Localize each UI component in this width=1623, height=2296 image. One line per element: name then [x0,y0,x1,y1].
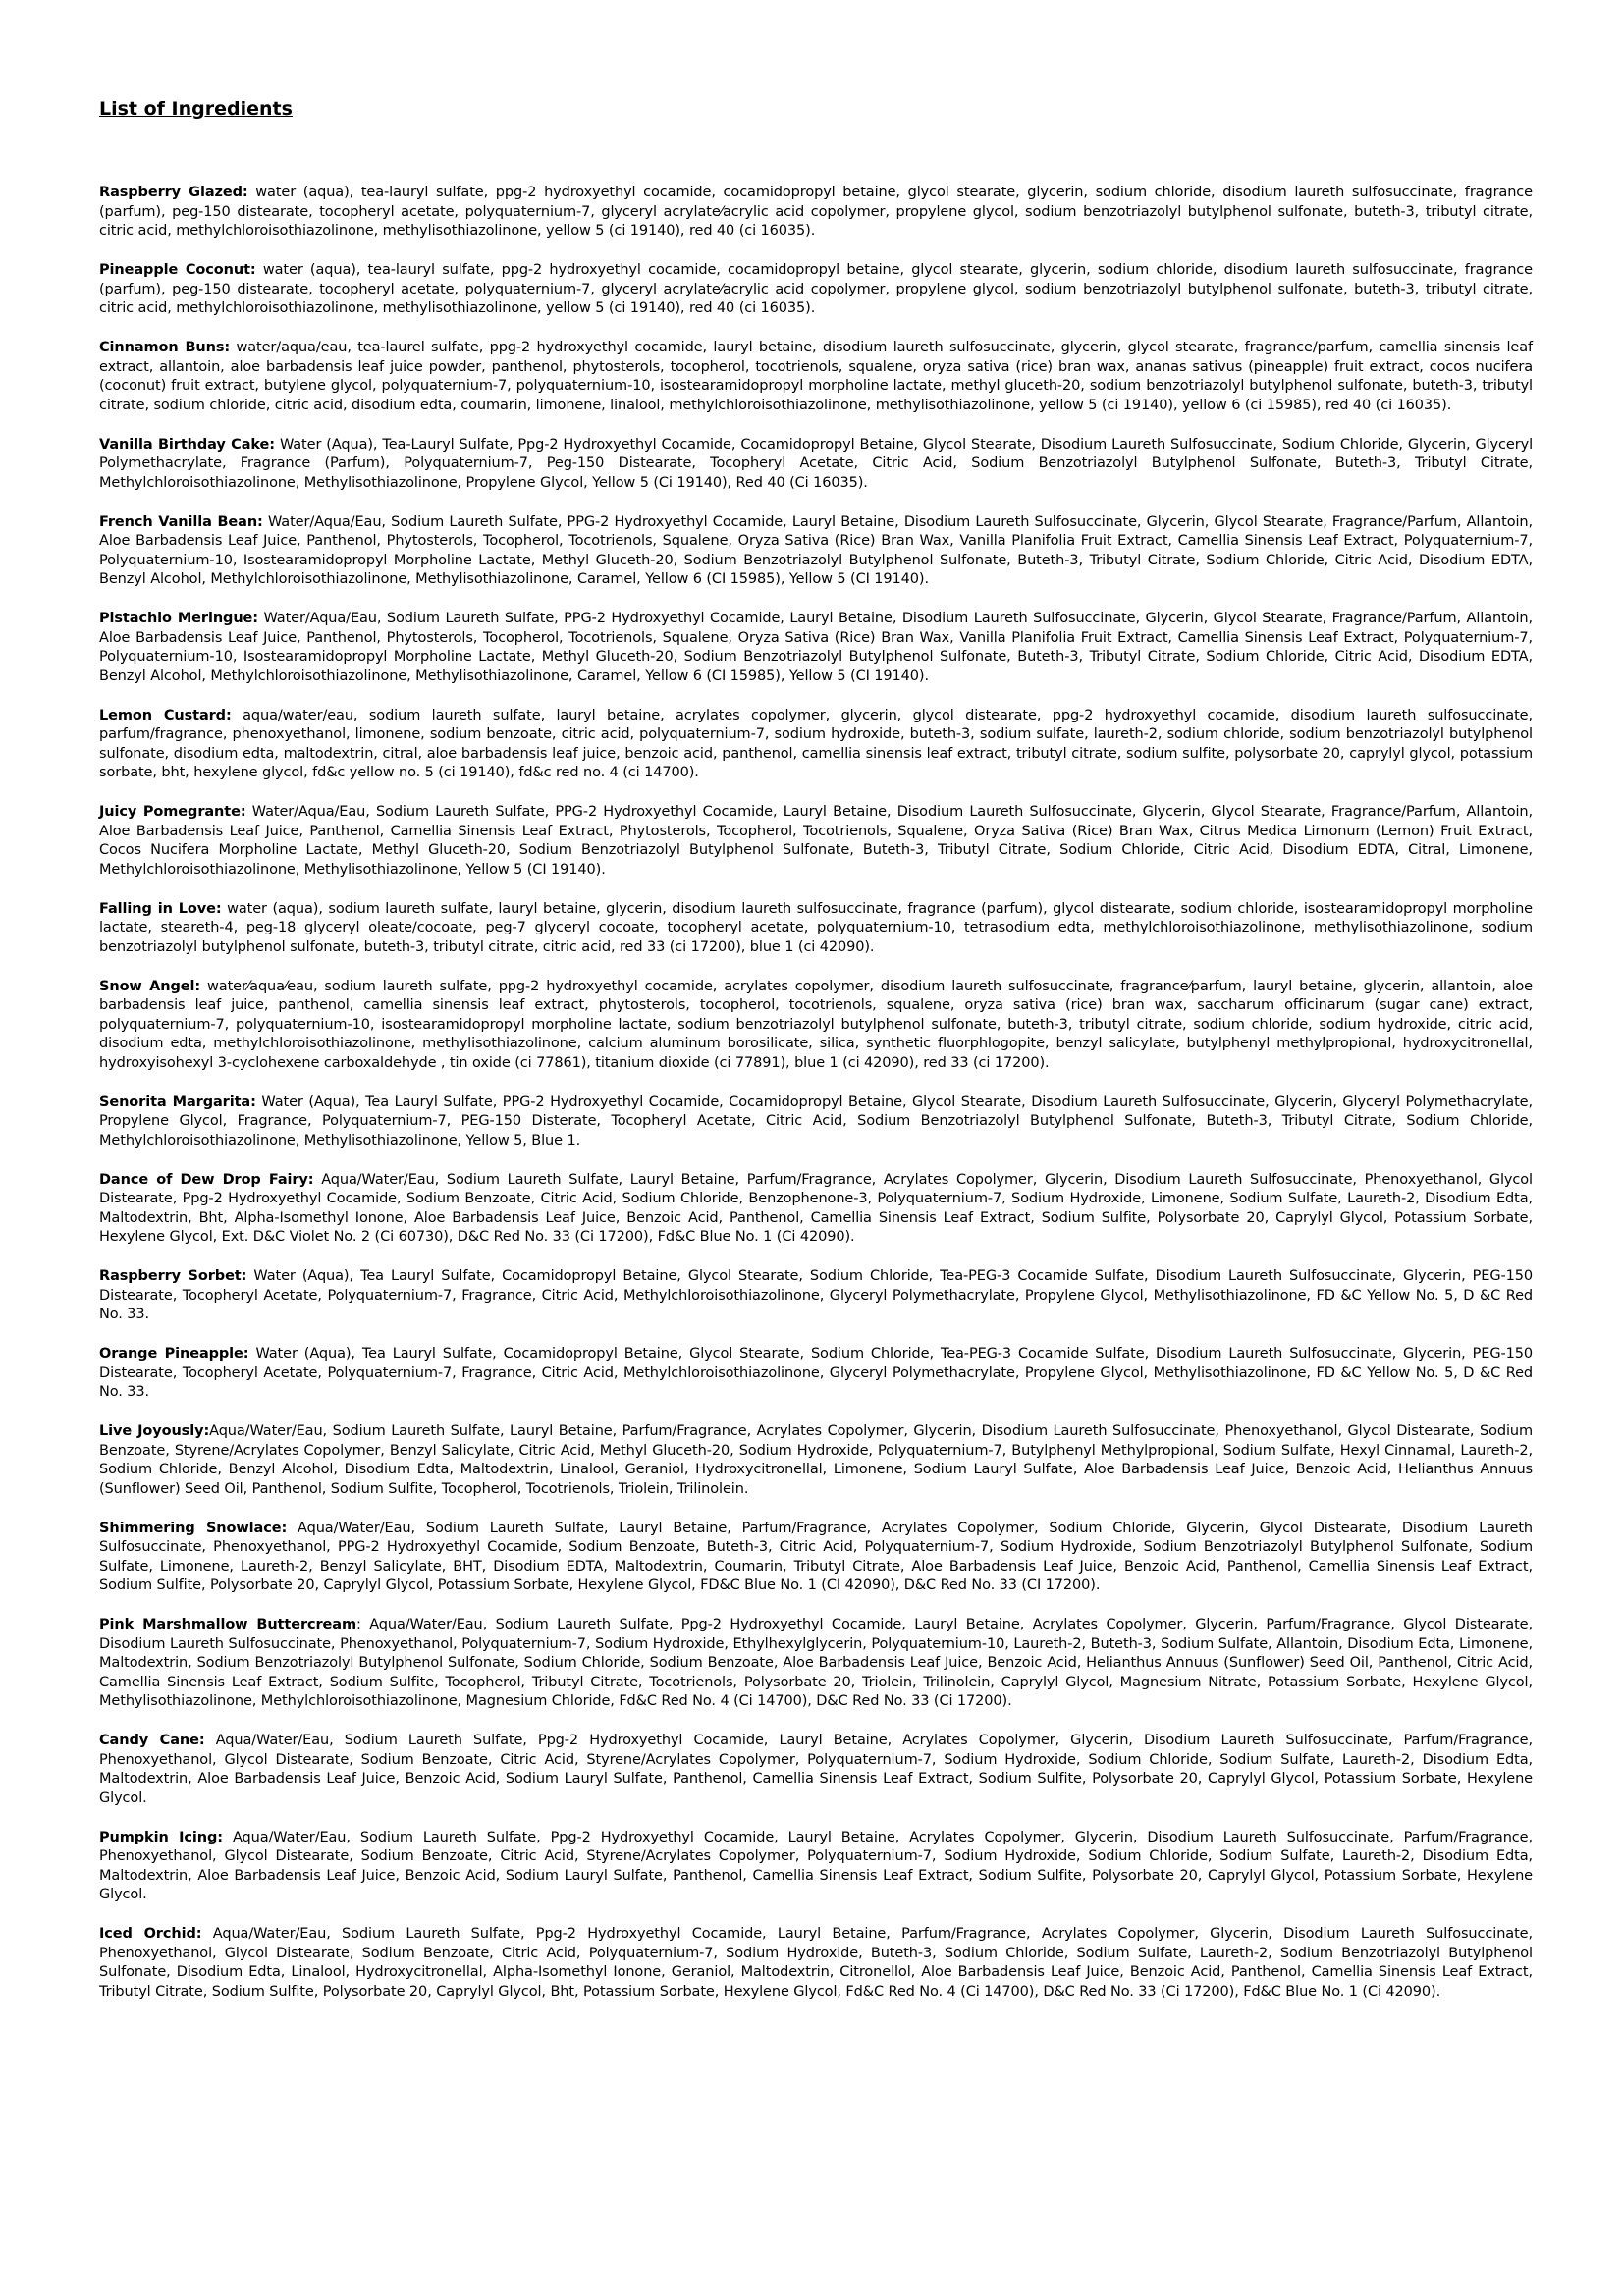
ingredient-text: water (aqua), sodium laureth sulfate, lauryl betaine, glycerin, disodium laureth sulfosuccinate, fragrance (parfum), glycol distearate, sodium chloride, isostearamidopropyl morpholine lactate, steareth-4, peg-18 glyceryl oleate/cocoate, peg-7 glyceryl cocoate, tocopheryl acetate, polyquaternium-10, tetrasodium edta, methylchloroisothiazolinone, methylisothiazolinone, sodium benzotriazolyl butylphenol sulfonate, buteth-3, tributyl citrate, citric acid, red 33 (ci 17200), blue 1 (ci 42090). [99,900,1533,955]
ingredient-text: water/aqua/eau, tea-laurel sulfate, ppg-2 hydroxyethyl cocamide, lauryl betaine, disodium laureth sulfosuccinate, glycerin, glycol stearate, fragrance/parfum, camellia sinensis leaf extract, allantoin, aloe barbadensis leaf juice powder, panthenol, phytosterols, tocopherol, tocotrienols, squalene, oryza sativa (rice) bran wax, ananas sativus (pineapple) fruit extract, cocos nucifera (coconut) fruit extract, butylene glycol, polyquaternium-7, polyquaternium-10, isostearamidopropyl morpholine lactate, methyl gluceth-20, sodium benzotriazolyl butylphenol sulfonate, buteth-3, tributyl citrate, sodium chloride, citric acid, disodium edta, coumarin, limonene, linalool, methylchloroisothiazolinone, methylisothiazolinone, yellow 5 (ci 19140), yellow 6 (ci 15985), red 40 (ci 16035). [99,340,1533,413]
product-name: Iced Orchid: [99,1926,202,1942]
ingredient-text: Water/Aqua/Eau, Sodium Laureth Sulfate, PPG-2 Hydroxyethyl Cocamide, Lauryl Betaine, Disodium Laureth Sulfosuccinate, Glycerin, Glycol Stearate, Fragrance/Parfum, Allantoin, Aloe Barbadensis Leaf Juice, Panthenol, Phytosterols, Tocopherol, Tocotrienols, Squalene, Oryza Sativa (Rice) Bran Wax, Vanilla Planifolia Fruit Extract, Camellia Sinensis Leaf Extract, Polyquaternium-7, Polyquaternium-10, Isostearamidopropyl Morpholine Lactate, Methyl Gluceth-20, Sodium Benzotriazolyl Butylphenol Sulfonate, Buteth-3, Tributyl Citrate, Sodium Chloride, Citric Acid, Disodium EDTA, Benzyl Alcohol, Methylchloroisothiazolinone, Methylisothiazolinone, Caramel, Yellow 6 (CI 15985), Yellow 5 (CI 19140). [99,513,1534,587]
product-name: Pink Marshmallow Buttercream [99,1617,356,1632]
product-name: Raspberry Glazed: [99,185,248,200]
product-name: Raspberry Sorbet: [99,1268,247,1284]
ingredient-text: Aqua/Water/Eau, Sodium Laureth Sulfate, Lauryl Betaine, Parfum/Fragrance, Acrylates Copolymer, Glycerin, Disodium Laureth Sulfosuccinate, Phenoxyethanol, Glycol Distearate, Ppg-2 Hydroxyethyl Cocamide, Sodium Benzoate, Citric Acid, Sodium Chloride, Benzophenone-3, Polyquaternium-7, Sodium Hydroxide, Limonene, Sodium Sulfate, Laureth-2, Disodium Edta, Maltodextrin, Bht, Alpha-Isomethyl Ionone, Aloe Barbadensis Leaf Juice, Benzoic Acid, Panthenol, Camellia Sinensis Leaf Extract, Sodium Sulfite, Polysorbate 20, Caprylyl Glycol, Potassium Sorbate, Hexylene Glycol, Ext. D&C Violet No. 2 (Ci 60730), D&C Red No. 33 (Ci 17200), Fd&C Blue No. 1 (Ci 42090). [99,1171,1533,1245]
ingredient-entry [99,436,1533,494]
ingredient-entry [99,610,1533,686]
ingredient-text: water (aqua), tea-lauryl sulfate, ppg-2 hydroxyethyl cocamide, cocamidopropyl betaine, glycol stearate, glycerin, sodium chloride, disodium laureth sulfosuccinate, fragrance (parfum), peg-150 distearate, tocopheryl acetate, polyquaternium-7, glyceryl acrylate⁄acrylic acid copolymer, propylene glycol, sodium benzotriazolyl butylphenol sulfonate, buteth-3, tributyl citrate, citric acid, methylchloroisothiazolinone, methylisothiazolinone, yellow 5 (ci 19140), red 40 (ci 16035). [99,185,1533,239]
ingredient-text: Aqua/Water/Eau, Sodium Laureth Sulfate, Lauryl Betaine, Parfum/Fragrance, Acrylates Copolymer, Glycerin, Disodium Laureth Sulfosuccinate, Phenoxyethanol, Glycol Distearate, Sodium Benzoate, Styrene/Acrylates Copolymer, Benzyl Salicylate, Citric Acid, Methyl Gluceth-20, Sodium Hydroxide, Polyquaternium-7, Butylphenyl Methylpropional, Sodium Sulfate, Hexyl Cinnamal, Laureth-2, Sodium Chloride, Benzyl Alcohol, Disodium Edta, Maltodextrin, Linalool, Geraniol, Hydroxycitronellal, Limonene, Sodium Lauryl Sulfate, Aloe Barbadensis Leaf Juice, Benzoic Acid, Helianthus Annuus (Sunflower) Seed Oil, Panthenol, Sodium Sulfite, Tocopherol, Tocotrienols, Triolein, Trilinolein. [99,1423,1533,1497]
ingredient-text: aqua/water/eau, sodium laureth sulfate, lauryl betaine, acrylates copolymer, glycerin, glycol distearate, ppg-2 hydroxyethyl cocamide, disodium laureth sulfosuccinate, parfum/fragrance, phenoxyethanol, limonene, sodium benzoate, citric acid, polyquaternium-7, sodium hydroxide, buteth-3, sodium sulfate, laureth-2, sodium chloride, sodium benzotriazolyl butylphenol sulfonate, disodium edta, maltodextrin, citral, aloe barbadensis leaf juice, benzoic acid, panthenol, camellia sinensis leaf extract, tributyl citrate, sodium sulfite, polysorbate 20, caprylyl glycol, potassium sorbate, bht, hexylene glycol, fd&c yellow no. 5 (ci 19140), fd&c red no. 4 (ci 14700). [99,707,1533,780]
ingredient-text: Water (Aqua), Tea-Lauryl Sulfate, Ppg-2 Hydroxyethyl Cocamide, Cocamidopropyl Betaine, Glycol Stearate, Disodium Laureth Sulfosuccinate, Sodium Chloride, Glycerin, Glyceryl Polymethacrylate, Fragrance (Parfum), Polyquaternium-7, Peg-150 Distearate, Tocopheryl Acetate, Citric Acid, Sodium Benzotriazolyl Butylphenol Sulfonate, Buteth-3, Tributyl Citrate, Methylchloroisothiazolinone, Methylisothiazolinone, Propylene Glycol, Yellow 5 (Ci 19140), Red 40 (Ci 16035). [99,436,1533,491]
ingredient-entry [99,1422,1533,1499]
ingredient-entry [99,1925,1533,2002]
ingredient-text: Water/Aqua/Eau, Sodium Laureth Sulfate, PPG-2 Hydroxyethyl Cocamide, Lauryl Betaine, Disodium Laureth Sulfosuccinate, Glycerin, Glycol Stearate, Fragrance/Parfum, Allantoin, Aloe Barbadensis Leaf Juice, Panthenol, Camellia Sinensis Leaf Extract, Phytosterols, Tocopherol, Tocotrienols, Squalene, Oryza Sativa (Rice) Bran Wax, Citrus Medica Limonum (Lemon) Fruit Extract, Cocos Nucifera Morpholine Lactate, Methyl Gluceth-20, Sodium Benzotriazolyl Butylphenol Sulfonate, Buteth-3, Tributyl Citrate, Sodium Chloride, Citric Acid, Disodium EDTA, Citral, Limonene, Methylchloroisothiazolinone, Methylisothiazolinone, Yellow 5 (CI 19140). [99,804,1533,878]
product-name: Lemon Custard: [99,707,232,723]
ingredient-text: Water (Aqua), Tea Lauryl Sulfate, Cocamidopropyl Betaine, Glycol Stearate, Sodium Chloride, Tea-PEG-3 Cocamide Sulfate, Disodium Laureth Sulfosuccinate, Glycerin, PEG-150 Distearate, Tocopheryl Acetate, Polyquaternium-7, Fragrance, Citric Acid, Methylchloroisothiazolinone, Glyceryl Polymethacrylate, Propylene Glycol, Methylisothiazolinone, FD &C Yellow No. 5, D &C Red No. 33. [99,1346,1533,1400]
product-name: Live Joyously: [99,1423,210,1439]
ingredient-entry [99,1171,1533,1248]
product-name: Pineapple Coconut: [99,262,256,278]
ingredient-entry [99,339,1533,415]
ingredient-text: Water (Aqua), Tea Lauryl Sulfate, Cocamidopropyl Betaine, Glycol Stearate, Sodium Chloride, Tea-PEG-3 Cocamide Sulfate, Disodium Laureth Sulfosuccinate, Glycerin, PEG-150 Distearate, Tocopheryl Acetate, Polyquaternium-7, Fragrance, Citric Acid, Methylchloroisothiazolinone, Glyceryl Polymethacrylate, Propylene Glycol, Methylisothiazolinone, FD &C Yellow No. 5, D &C Red No. 33. [99,1268,1533,1322]
ingredient-text: : Aqua/Water/Eau, Sodium Laureth Sulfate, Ppg-2 Hydroxyethyl Cocamide, Lauryl Betaine, Acrylates Copolymer, Glycerin, Parfum/Fragrance, Glycol Distearate, Disodium Laureth Sulfosuccinate, Phenoxyethanol, Polyquaternium-7, Sodium Hydroxide, Ethylhexylglycerin, Polyquaternium-10, Laureth-2, Buteth-3, Sodium Sulfate, Allantoin, Disodium Edta, Limonene, Maltodextrin, Sodium Benzotriazolyl Butylphenol Sulfonate, Sodium Chloride, Sodium Benzoate, Aloe Barbadensis Leaf Juice, Benzoic Acid, Helianthus Annuus (Sunflower) Seed Oil, Panthenol, Citric Acid, Camellia Sinensis Leaf Extract, Sodium Sulfite, Tocopherol, Tributyl Citrate, Tocotrienols, Polysorbate 20, Triolein, Trilinolein, Caprylyl Glycol, Magnesium Nitrate, Potassium Sorbate, Hexylene Glycol, Methylisothiazolinone, Methylchloroisothiazolinone, Magnesium Chloride, Fd&C Red No. 4 (Ci 14700), D&C Red No. 33 (Ci 17200). [99,1617,1533,1709]
product-name: Falling in Love: [99,900,222,917]
page-title: List of Ingredients [99,98,293,120]
product-name: French Vanilla Bean: [99,513,263,530]
product-name: Shimmering Snowlace: [99,1520,288,1536]
ingredient-entry [99,261,1533,319]
ingredient-entry [99,1616,1533,1712]
ingredient-text: Aqua/Water/Eau, Sodium Laureth Sulfate, Ppg-2 Hydroxyethyl Cocamide, Lauryl Betaine, Parfum/Fragrance, Acrylates Copolymer, Glycerin, Disodium Laureth Sulfosuccinate, Phenoxyethanol, Glycol Distearate, Sodium Benzoate, Citric Acid, Polyquaternium-7, Sodium Hydroxide, Buteth-3, Sodium Chloride, Sodium Sulfate, Laureth-2, Sodium Benzotriazolyl Butylphenol Sulfonate, Disodium Edta, Linalool, Hydroxycitronellal, Alpha-Isomethyl Ionone, Geraniol, Maltodextrin, Citronellol, Aloe Barbadensis Leaf Juice, Benzoic Acid, Panthenol, Camellia Sinensis Leaf Extract, Tributyl Citrate, Sodium Sulfite, Polysorbate 20, Caprylyl Glycol, Bht, Potassium Sorbate, Hexylene Glycol, Fd&C Red No. 4 (Ci 14700), D&C Red No. 33 (Ci 17200), Fd&C Blue No. 1 (Ci 42090). [99,1926,1533,2000]
product-name: Snow Angel: [99,978,201,994]
ingredient-text: Aqua/Water/Eau, Sodium Laureth Sulfate, Ppg-2 Hydroxyethyl Cocamide, Lauryl Betaine, Acrylates Copolymer, Glycerin, Disodium Laureth Sulfosuccinate, Parfum/Fragrance, Phenoxyethanol, Glycol Distearate, Sodium Benzoate, Citric Acid, Styrene/Acrylates Copolymer, Polyquaternium-7, Sodium Hydroxide, Sodium Chloride, Sodium Sulfate, Laureth-2, Disodium Edta, Maltodextrin, Aloe Barbadensis Leaf Juice, Benzoic Acid, Sodium Lauryl Sulfate, Panthenol, Camellia Sinensis Leaf Extract, Sodium Sulfite, Polysorbate 20, Caprylyl Glycol, Potassium Sorbate, Hexylene Glycol. [99,1733,1533,1806]
ingredient-entry [99,900,1533,958]
ingredient-entry [99,1732,1533,1808]
ingredient-text: water⁄aqua⁄eau, sodium laureth sulfate, ppg-2 hydroxyethyl cocamide, acrylates copolymer, disodium laureth sulfosuccinate, fragrance⁄parfum, lauryl betaine, glycerin, allantoin, aloe barbadensis leaf juice, panthenol, camellia sinensis leaf extract, phytosterols, tocopherol, tocotrienols, squalene, oryza sativa (rice) bran wax, saccharum officinarum (sugar cane) extract, polyquaternium-7, polyquaternium-10, isostearamidopropyl morpholine lactate, sodium benzotriazolyl butylphenol sulfonate, buteth-3, tributyl citrate, sodium chloride, sodium hydroxide, citric acid, disodium edta, methylchloroisothiazolinone, methylisothiazolinone, calcium aluminum borosilicate, silica, synthetic fluorphlogopite, benzyl salicylate, butylphenyl methylpropional, hydroxycitronellal, hydroxyisohexyl 3-cyclohexene carboxaldehyde , tin oxide (ci 77861), titanium dioxide (ci 77891), blue 1 (ci 42090), red 33 (ci 17200). [99,978,1533,1071]
product-name: Cinnamon Buns: [99,340,231,355]
product-name: Candy Cane: [99,1733,205,1748]
product-name: Vanilla Birthday Cake: [99,436,275,453]
ingredient-entry [99,1520,1533,1596]
ingredient-text: Aqua/Water/Eau, Sodium Laureth Sulfate, Lauryl Betaine, Parfum/Fragrance, Acrylates Copolymer, Sodium Chloride, Glycerin, Glycol Distearate, Disodium Laureth Sulfosuccinate, Phenoxyethanol, PPG-2 Hydroxyethyl Cocamide, Sodium Benzoate, Buteth-3, Citric Acid, Polyquaternium-7, Sodium Hydroxide, Sodium Benzotriazolyl Butylphenol Sulfonate, Sodium Sulfate, Limonene, Laureth-2, Benzyl Salicylate, BHT, Disodium EDTA, Maltodextrin, Coumarin, Tributyl Citrate, Aloe Barbadensis Leaf Juice, Benzoic Acid, Panthenol, Camellia Sinensis Leaf Extract, Sodium Sulfite, Polysorbate 20, Caprylyl Glycol, Potassium Sorbate, Hexylene Glycol, FD&C Blue No. 1 (CI 42090), D&C Red No. 33 (CI 17200). [99,1520,1533,1593]
ingredient-text: water (aqua), tea-lauryl sulfate, ppg-2 hydroxyethyl cocamide, cocamidopropyl betaine, glycol stearate, glycerin, sodium chloride, disodium laureth sulfosuccinate, fragrance (parfum), peg-150 distearate, tocopheryl acetate, polyquaternium-7, glyceryl acrylate⁄acrylic acid copolymer, propylene glycol, sodium benzotriazolyl butylphenol sulfonate, buteth-3, tributyl citrate, citric acid, methylchloroisothiazolinone, methylisothiazolinone, yellow 5 (ci 19140), red 40 (ci 16035). [99,262,1533,316]
product-name: Juicy Pomegrante: [99,804,246,820]
ingredient-entry [99,803,1533,880]
ingredient-entry [99,1829,1533,1905]
product-name: Pumpkin Icing: [99,1829,223,1845]
ingredient-entry [99,978,1533,1074]
ingredient-list [99,184,1533,2022]
ingredient-entry [99,1094,1533,1151]
ingredient-text: Water (Aqua), Tea Lauryl Sulfate, PPG-2 Hydroxyethyl Cocamide, Cocamidopropyl Betaine, Glycol Stearate, Disodium Laureth Sulfosuccinate, Glycerin, Glyceryl Polymethacrylate, Propylene Glycol, Fragrance, Polyquaternium-7, PEG-150 Disterate, Tocopheryl Acetate, Citric Acid, Sodium Benzotriazolyl Butylphenol Sulfonate, Buteth-3, Tributyl Citrate, Sodium Chloride, Methylchloroisothiazolinone, Methylisothiazolinone, Yellow 5, Blue 1. [99,1094,1533,1148]
product-name: Pistachio Meringue: [99,611,258,626]
ingredient-text: Aqua/Water/Eau, Sodium Laureth Sulfate, Ppg-2 Hydroxyethyl Cocamide, Lauryl Betaine, Acrylates Copolymer, Glycerin, Disodium Laureth Sulfosuccinate, Parfum/Fragrance, Phenoxyethanol, Glycol Distearate, Sodium Benzoate, Citric Acid, Styrene/Acrylates Copolymer, Polyquaternium-7, Sodium Hydroxide, Sodium Chloride, Sodium Sulfate, Laureth-2, Disodium Edta, Maltodextrin, Aloe Barbadensis Leaf Juice, Benzoic Acid, Sodium Lauryl Sulfate, Panthenol, Camellia Sinensis Leaf Extract, Sodium Sulfite, Polysorbate 20, Caprylyl Glycol, Potassium Sorbate, Hexylene Glycol. [99,1829,1533,1902]
ingredient-entry [99,513,1533,590]
ingredient-entry [99,1345,1533,1403]
ingredient-text: Water/Aqua/Eau, Sodium Laureth Sulfate, PPG-2 Hydroxyethyl Cocamide, Lauryl Betaine, Disodium Laureth Sulfosuccinate, Glycerin, Glycol Stearate, Fragrance/Parfum, Allantoin, Aloe Barbadensis Leaf Juice, Panthenol, Phytosterols, Tocopherol, Tocotrienols, Squalene, Oryza Sativa (Rice) Bran Wax, Vanilla Planifolia Fruit Extract, Camellia Sinensis Leaf Extract, Polyquaternium-7, Polyquaternium-10, Isostearamidopropyl Morpholine Lactate, Methyl Gluceth-20, Sodium Benzotriazolyl Butylphenol Sulfonate, Buteth-3, Tributyl Citrate, Sodium Chloride, Citric Acid, Disodium EDTA, Benzyl Alcohol, Methylchloroisothiazolinone, Methylisothiazolinone, Caramel, Yellow 6 (CI 15985), Yellow 5 (CI 19140). [99,611,1533,684]
ingredient-entry [99,707,1533,783]
product-name: Orange Pineapple: [99,1346,249,1362]
product-name: Dance of Dew Drop Fairy: [99,1171,314,1188]
product-name: Senorita Margarita: [99,1094,256,1110]
ingredient-entry [99,184,1533,241]
ingredient-entry [99,1267,1533,1325]
